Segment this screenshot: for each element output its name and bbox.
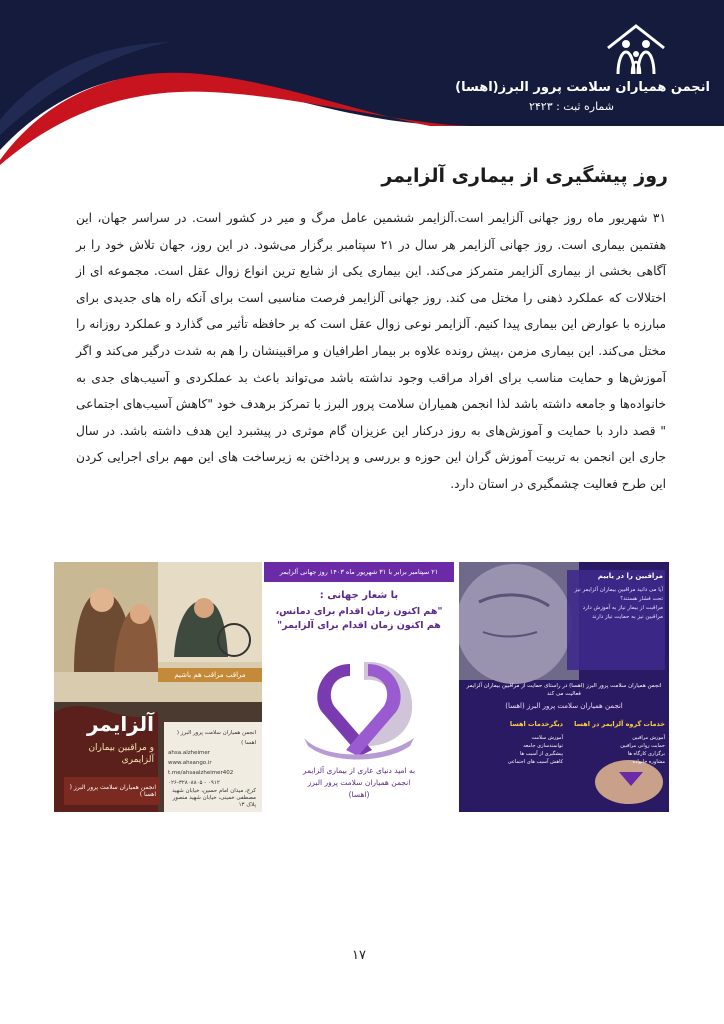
contact-telegram: t.me/ahsaalzheimer402 [168, 770, 234, 776]
service-item: توانمندسازی جامعه [523, 743, 563, 749]
info-box-list [569, 586, 663, 622]
page-number: ۱۷ [352, 948, 366, 963]
poster-org-secondary: انجمن همیاران سلامت پرور البرز ( اهسا ) [176, 730, 256, 746]
poster-caregiver-support [459, 562, 669, 812]
service-item: برگزاری کارگاه ها [627, 751, 665, 757]
poster-org: انجمن همیاران سلامت پرور البرز ( اهسا ) [69, 784, 156, 798]
poster-footer-3: (اهسا) [348, 790, 370, 799]
service-item: پیشگیری از آسیب ها [519, 751, 563, 757]
poster-subtitle: و مراقبین بیماران آلزایمری [88, 743, 154, 765]
poster-banner: مراقب مراقب هم باشیم [158, 668, 262, 682]
contact-website: www.ahsango.ir [168, 760, 212, 766]
slogan-label: با شعار جهانی : [319, 590, 399, 601]
body-paragraph: ۳۱ شهریور ماه روز جهانی آلزایمر است.آلزایمر ششمین عامل مرگ و میر در کشور است. در سراسر جهان، این هفتمین بیماری است. روز جهانی آلزایمر هر سال در ۲۱ سپتامبر برگزار می‌شود. در این روز، جهان تلاش خود را بر آگاهی بخشی از بیماری آلزایمر متمرکز می‌کند. این بیماری یکی از شایع ترین انواع زوال عقل است. مجموعه ای از اختلالات که عملکرد ذهنی را مختل می کند. روز جهانی آلزایمر فرصت مناسبی است برای آنکه راه های جدیدی برای مبارزه با عوارض این بیماری پیدا کنیم. آلزایمر نوعی زوال عقل است که بر حافظه تأثیر می گذارد و عملکرد روزانه را مختل می‌کند. این بیماری مزمن ،پیش رونده علاوه بر بیمار اطرافیان و مراقبینشان را هم به شدت درگیر می‌کند و اگر آموزش‌ها و حمایت مناسب برای افراد مراقب وجود نداشته باشد می‌تواند باعث بد عملکردی و آسیب‌های جدی به خانواده‌ها و جامعه داشته باشد لذا انجمن همیاران سلامت پرور البرز با تمرکز برهدف خود "کاهش آسیب‌های اجتماعی " قصد دارد با حمایت و آموزش‌های به روز درکنار این عزیزان گام موثری در پیشبرد این هدف داشته باشد. در سال جاری این انجمن به تربیت آموزش گران این حوزه و بررسی و پرداختن به زیرساخت های این مهم برای اجرایی کردن این طرح فعالیت چشمگیری در استان دارد. [76, 211, 666, 491]
service-item: آموزش مراقبین [632, 735, 665, 741]
poster-title: آلزایمر [86, 712, 154, 736]
info-line: آیا می دانید مراقبین بیماران آلزایمر نیز تحت فشار هستند؟ [574, 587, 663, 602]
slogan-line-1: "هم اکنون زمان اقدام برای دمانس، [275, 606, 443, 617]
contact-email: ahsa.alzheimer [168, 750, 211, 756]
contact-address: کرج، میدان امام حسین، خیابان شهید مصطفی خمینی، خیابان شهید منصور پلاک ۱۳ [172, 788, 256, 808]
info-box-title: مراقبین را در یابیم [597, 572, 663, 580]
org-logo-icon [604, 22, 668, 78]
slogan-line-2: هم اکنون زمان اقدام برای آلزایمر" [277, 620, 441, 631]
service-item: آموزش سلامت [531, 735, 563, 741]
purple-ribbon-icon [264, 642, 454, 762]
poster-org: انجمن همیاران سلامت پرور البرز (اهسا) [505, 702, 623, 710]
poster-alzheimer-caregivers [54, 562, 262, 812]
service-item: حمایت روانی مراقبین [620, 743, 665, 749]
page-title: روز پیشگیری از بیماری آلزایمر [381, 165, 668, 187]
poster-footer-1: به امید دنیای عاری از بیماری آلزایمر [302, 766, 416, 775]
page-header [0, 0, 724, 165]
poster-date-line: ۲۱ سپتامبر برابر با ۳۱ شهریور ماه ۱۴۰۳ روز جهانی آلزایمر [264, 562, 454, 582]
service-item: مشاوره خانواده [632, 759, 665, 765]
info-line: مراقبین نیز به حمایت نیاز دارند [592, 614, 663, 620]
services-list [569, 734, 665, 766]
contact-block [168, 728, 256, 809]
poster-footer-2: انجمن همیاران سلامت پرور البرز [307, 778, 411, 787]
org-name: انجمن همیاران سلامت پرور البرز(اهسا) [455, 80, 710, 95]
registration-number: شماره ثبت : ۲۴۲۳ [528, 100, 614, 113]
other-services-title: دیگرخدمات اهسا [509, 720, 563, 728]
poster-world-alzheimer-day [264, 562, 454, 812]
other-services-list [465, 734, 563, 766]
info-line: مراقبت از بیمار نیاز به آموزش دارد [582, 605, 663, 611]
poster-mid-text: انجمن همیاران سلامت پرور البرز (اهسا) در راستای حمایت از مراقبین بیماران آلزایمر فعالیت می کند [466, 683, 662, 697]
service-item: کاهش آسیب های اجتماعی [507, 759, 563, 765]
contact-phones: ۰۲۶-۳۲۸۰۸۸۰۵ - ۰۹۱۲ [168, 780, 220, 786]
services-title: خدمات گروه آلزایمر در اهسا [574, 720, 665, 728]
